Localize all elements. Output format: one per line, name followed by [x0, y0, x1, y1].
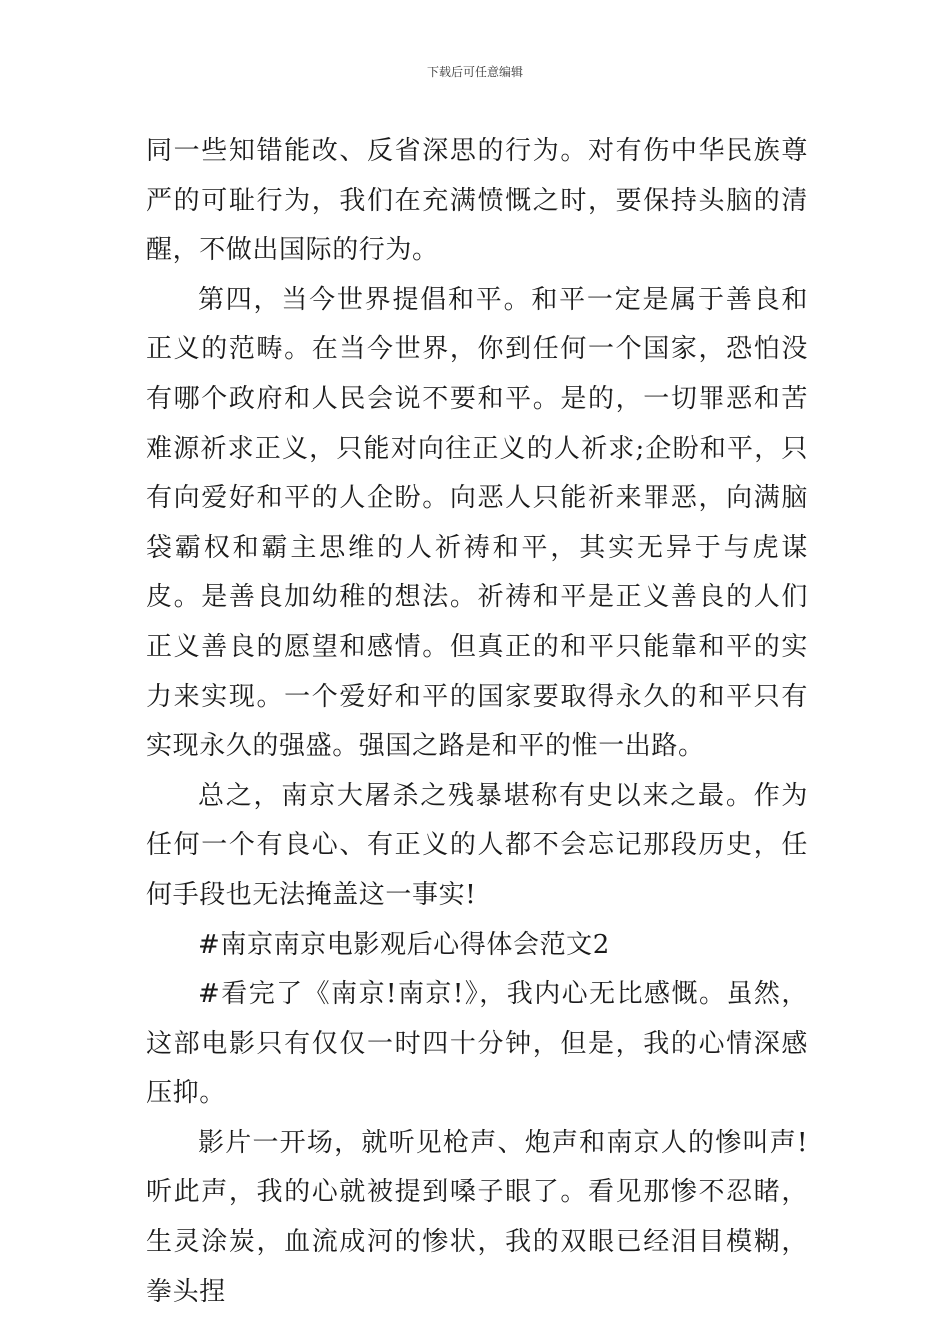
paragraph-conclusion: 总之，南京大屠杀之残暴堪称有史以来之最。作为任何一个有良心、有正义的人都不会忘记那段历史，任何手段也无法掩盖这一事实! [146, 780, 808, 910]
page-header: 下载后可任意编辑 [426, 65, 523, 79]
paragraph-opening-scene: 影片一开场，就听见枪声、炮声和南京人的惨叫声!听此声，我的心就被提到嗓子眼了。看见那惨不忍睹，生灵涂炭，血流成河的惨状，我的双眼已经泪目模糊，拳头捏 [146, 1127, 808, 1307]
paragraph-intro: #看完了《南京!南京!》，我内心无比感慨。虽然，这部电影只有仅仅一时四十分钟，但是，我的心情深感压抑。 [146, 979, 808, 1109]
paragraph-continued: 同一些知错能改、反省深思的行为。对有伤中华民族尊严的可耻行为，我们在充满愤慨之时，要保持头脑的清醒，不做出国际的行为。 [146, 136, 808, 266]
paragraph-fourth-point: 第四，当今世界提倡和平。和平一定是属于善良和正义的范畴。在当今世界，你到任何一个国家，恐怕没有哪个政府和人民会说不要和平。是的，一切罪恶和苦难源祈求正义，只能对向往正义的人祈求;企盼和平，只有向爱好和平的人企盼。向恶人只能祈来罪恶，向满脑袋霸权和霸主思维的人祈祷和平，其实无异于与虎谋皮。是善良加幼稚的想法。祈祷和平是正义善良的人们正义善良的愿望和感情。但真正的和平只能靠和平的实力来实现。一个爱好和平的国家要取得永久的和平只有实现永久的强盛。强国之路是和平的惟一出路。 [146, 284, 808, 762]
document-body [146, 127, 808, 1317]
section-heading: #南京南京电影观后心得体会范文2 [198, 929, 610, 960]
